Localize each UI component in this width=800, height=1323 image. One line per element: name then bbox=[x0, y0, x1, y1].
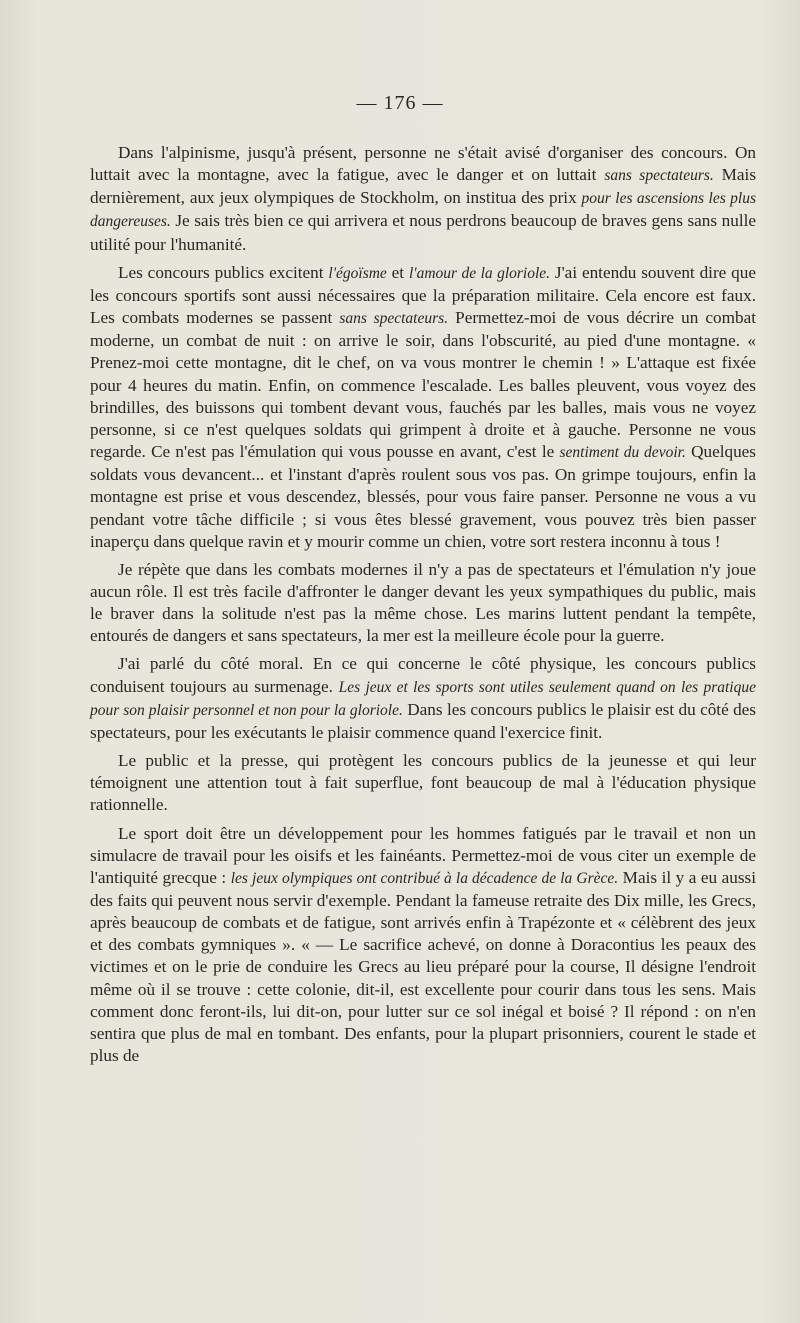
paragraph bbox=[90, 823, 756, 1068]
text-run: Le sport doit être un développement pour les hommes fatigués par le travail et non un simulacre de travail pour les oisifs et les fainéants. Permettez-moi de vous citer un exemple de l'antiquité grecque : bbox=[90, 823, 756, 887]
italic-text: l'égoïsme bbox=[328, 264, 387, 282]
text-run: Permettez-moi de vous décrire un combat moderne, un combat de nuit : on arrive le soir, dans l'obscurité, au pied d'une montagne. « Prenez-moi cette montagne, dit le chef, on va vous montrer le chemin ! » L'attaque est fixée pour 4 heures du matin. Enfin, on commence l'escalade. Les balles pleuvent, vous voyez des brindilles, des buissons qui tombent devant vous, fauchés par les balles, mais vous ne voyez personne, si ce n'est quelques soldats qui grimpent à droite et à gauche. Personne ne vous regarde. Ce n'est pas l'émulation qui vous pousse en avant, c'est le bbox=[90, 308, 756, 462]
italic-text: les jeux olympiques ont contribué à la décadence de la Grèce. bbox=[230, 869, 619, 887]
italic-text: sans spectateurs. bbox=[604, 167, 714, 185]
text-run: Quelques soldats vous devancent... et l'instant d'après roulent sous vos pas. On grimpe toujours, enfin la montagne est prise et vous descendez, blessés, pour vous faire panser. Personne ne vous a vu pendant votre tâche difficile ; si vous êtes blessé gravement, vous pouvez très bien passer inaperçu dans quelque ravin et y mourir comme un chien, votre sort restera inconnu à tous ! bbox=[90, 442, 757, 551]
text-run: Les concours publics excitent bbox=[118, 262, 329, 282]
text-run: J'ai parlé du côté moral. En ce qui concerne le côté physique, les concours publics conduisent toujours au surmenage. bbox=[90, 654, 756, 696]
text-run: et bbox=[386, 262, 409, 282]
text-run: Je sais très bien ce qui arrivera et nous perdrons beaucoup de braves gens sans nulle utilité pour l'humanité. bbox=[90, 211, 756, 254]
paragraph bbox=[90, 653, 756, 744]
text-run: Dans l'alpinisme, jusqu'à présent, personne ne s'était avisé d'organiser des concours. On luttait avec la montagne, avec la fatigue, avec le danger et on luttait bbox=[90, 143, 756, 185]
text-run: Mais il y a eu aussi des faits qui peuvent nous servir d'exemple. Pendant la fameuse retraite des Dix mille, les Grecs, après beaucoup de combats et de fatigue, sont arrivés enfin à Trapézonte et « célèbrent des jeux et des combats gymniques ». « — Le sacrifice achevé, on donne à Doracontius les peaux des victimes et on le prie de conduire les Grecs au lieu préparé pour la course, Il désigne l'endroit même où il se trouve : cette colonie, dit-il, est excellente pour courir dans tous les sens. Mais comment donc feront-ils, lui dit-on, pour lutter sur ce sol inégal et boisé ? Il répond : on n'en sentira que plus de mal en tombant. Des enfants, pour la plupart prisonniers, courent le stade et plus de bbox=[90, 867, 756, 1066]
paragraph bbox=[90, 142, 756, 256]
text-run: Le public et la presse, qui protègent les concours publics de la jeunesse et qui leur témoignent une attention tout à fait superflue, font beaucoup de mal à l'éducation physique rationnelle. bbox=[90, 751, 756, 815]
text-run: Je répète que dans les combats modernes il n'y a pas de spectateurs et l'émulation n'y joue aucun rôle. Il est très facile d'affronter le danger devant les yeux sympathiques du public, mais le braver dans la solitude n'est pas la même chose. Les marins luttent pendant la tempête, entourés de dangers et sans spectateurs, la mer est la meilleure école pour la guerre. bbox=[90, 559, 756, 646]
text-run: J'ai entendu souvent dire que les concours sportifs sont aussi nécessaires que la préparation militaire. Cela encore est faux. Les combats modernes se passent bbox=[90, 262, 756, 328]
paragraph bbox=[90, 750, 756, 816]
italic-text: pour les ascensions les plus dangereuses. bbox=[90, 190, 757, 231]
page-number: — 176 — bbox=[356, 92, 444, 114]
text-run: Mais dernièrement, aux jeux olympiques de Stockholm, on institua des prix bbox=[90, 165, 757, 208]
body-text bbox=[90, 142, 756, 1067]
italic-text: sentiment du devoir. bbox=[559, 444, 686, 462]
paragraph bbox=[90, 262, 756, 553]
italic-text: l'amour de la gloriole. bbox=[408, 264, 551, 282]
text-run: Dans les concours publics le plaisir est du côté des spectateurs, pour les exécutants le plaisir commence quand l'exercice finit. bbox=[90, 699, 756, 742]
paragraph bbox=[90, 559, 756, 648]
italic-text: sans spectateurs. bbox=[339, 310, 449, 328]
italic-text: Les jeux et les sports sont utiles seulement quand on les pratique pour son plaisir personnel et non pour la gloriole. bbox=[90, 678, 756, 719]
